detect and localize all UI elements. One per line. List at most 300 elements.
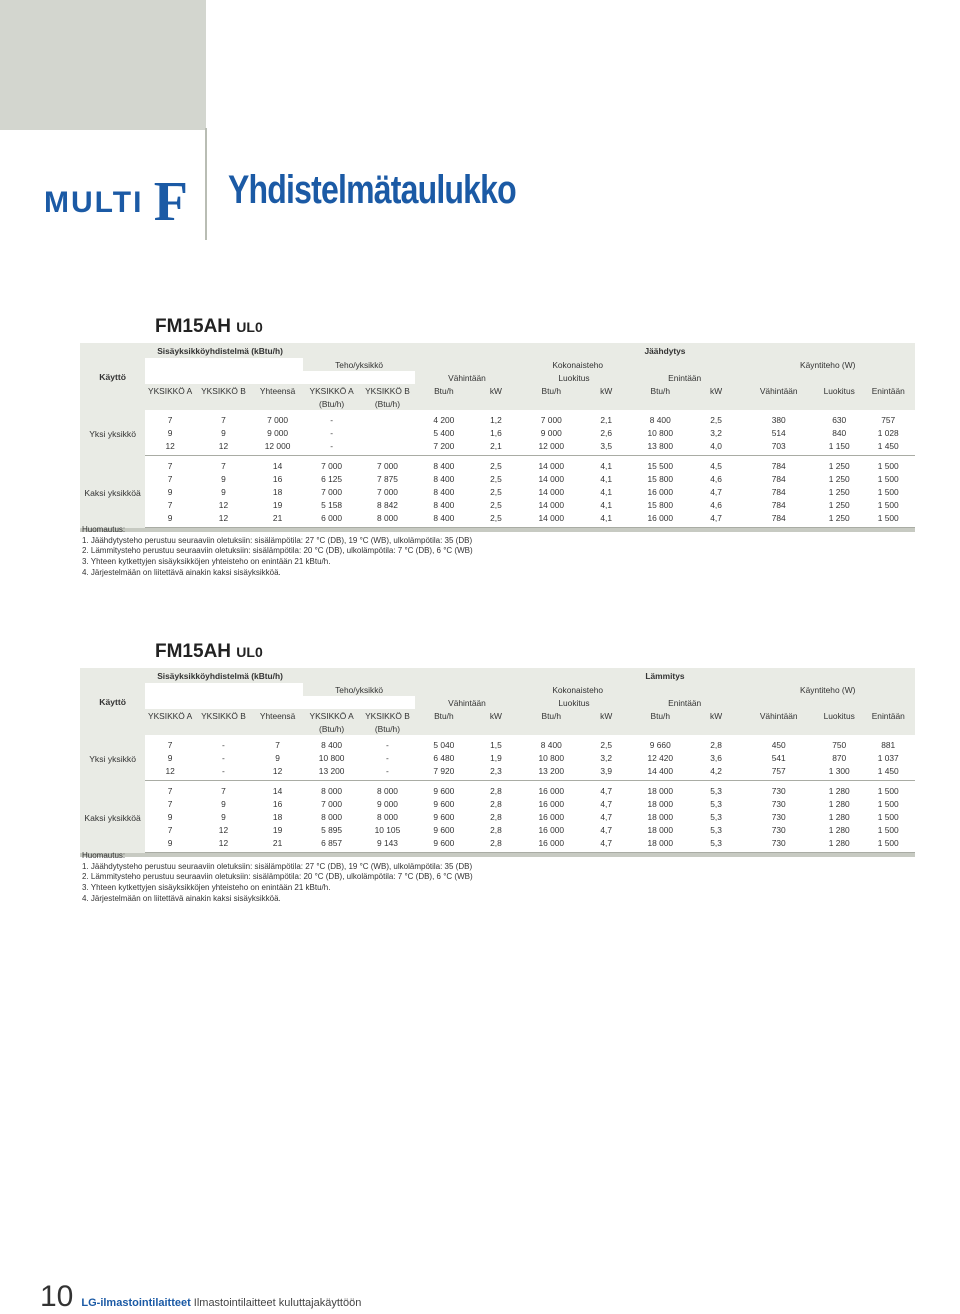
col-header: Btu/h: [415, 709, 473, 722]
col-header: kW: [584, 384, 629, 397]
cell: 7: [167, 499, 173, 510]
luok-header: Luokitus: [519, 696, 629, 709]
cell: 10 800: [318, 752, 345, 763]
kaynti-header: Käyntiteho (W): [740, 358, 915, 371]
cell: -: [330, 427, 333, 438]
cell: 1 150: [817, 439, 862, 456]
footer-brand: LG-ilmastointilaitteet: [81, 1297, 191, 1309]
col-header: Btu/h: [629, 384, 692, 397]
cell: 2,6: [600, 427, 613, 438]
cell: -: [195, 764, 252, 781]
cell: 630: [832, 414, 847, 425]
col-header: Btu/h: [519, 384, 583, 397]
cell: 5,3: [692, 836, 741, 853]
cell: 2,1: [473, 439, 519, 456]
cell: 4,7: [692, 511, 741, 528]
cell: 1 280: [828, 811, 850, 822]
cell: 9: [167, 486, 173, 497]
cell: 1 280: [817, 836, 862, 853]
cell: 12 000: [519, 439, 583, 456]
col-header: Btu/h: [629, 709, 692, 722]
col-header: Yhteensä: [252, 709, 303, 722]
cell: 9 000: [376, 798, 398, 809]
mode-header: Jäähdytys: [415, 343, 915, 358]
note-line: 4. Järjestelmään on liitettävä ainakin kaksi sisäyksikköä.: [82, 567, 281, 577]
cell: 9 600: [433, 785, 455, 796]
table-row: [80, 410, 915, 426]
cell: 1 450: [861, 439, 915, 456]
note-line: 2. Lämmitysteho perustuu seuraaviin oletuksiin: sisälämpötila: 20 °C (DB), ulkolämpötila: 7 °C (DB), 6 °C (WB): [82, 872, 473, 882]
cell: 4,1: [600, 499, 613, 510]
cell: 1 250: [828, 473, 850, 484]
cell: 4,1: [600, 473, 613, 484]
cell: 2,8: [473, 836, 519, 853]
cell: 8 000: [360, 511, 415, 528]
cell: 9: [221, 427, 226, 438]
cell: 1 280: [828, 824, 850, 835]
col-header: kW: [473, 384, 519, 397]
cell: -: [303, 439, 360, 456]
cell: 9 000: [267, 427, 289, 438]
cell: 1 500: [877, 785, 899, 796]
cell: 6 125: [321, 473, 343, 484]
cell: -: [222, 752, 225, 763]
cell: 7 000: [321, 460, 343, 471]
kaynti-header: Käyntiteho (W): [740, 683, 915, 696]
notes-heating: [82, 851, 473, 905]
col-header: Btu/h: [415, 384, 473, 397]
cell: 1 500: [877, 460, 899, 471]
cell: 5 158: [321, 499, 343, 510]
cell: 4,2: [692, 764, 741, 781]
cell: 8 400: [540, 739, 562, 750]
cell: 9: [275, 752, 280, 763]
cell: 19: [272, 499, 283, 510]
cell: 2,8: [710, 739, 722, 750]
cell: 7 200: [415, 439, 473, 456]
cell: 450: [771, 739, 786, 750]
col-header: YKSIKKÖ B: [195, 709, 252, 722]
cell: 1 500: [877, 499, 899, 510]
kokonais-header: Kokonaisteho: [415, 683, 741, 696]
cell: 8 400: [433, 473, 455, 484]
cell: 4,1: [600, 460, 613, 471]
cell: 3,2: [710, 427, 722, 438]
cell: 13 200: [519, 764, 583, 781]
cell: 7: [167, 473, 173, 484]
cell: 9: [167, 811, 173, 822]
group-label: Kaksi yksikköä: [80, 781, 145, 853]
cell: 7: [167, 460, 173, 471]
cell: 4,1: [584, 511, 629, 528]
cell: 7: [221, 460, 226, 471]
sisa-header: Sisäyksikköyhdistelmä (kBtu/h): [145, 343, 303, 358]
cell: 730: [771, 824, 786, 835]
page-number: 10: [40, 1280, 74, 1313]
header-blank: [145, 696, 415, 709]
cell: 9: [145, 836, 195, 853]
model-suffix: UL0: [236, 644, 263, 660]
cell: 840: [832, 427, 847, 438]
cell: 1 450: [861, 764, 915, 781]
note-line: 4. Järjestelmään on liitettävä ainakin kaksi sisäyksikköä.: [82, 893, 281, 903]
cell: 1 500: [877, 811, 899, 822]
col-header: kW: [692, 384, 741, 397]
cell: 9 600: [433, 824, 455, 835]
cell: 8 000: [321, 811, 343, 822]
cell: 5 040: [433, 739, 455, 750]
cell: 1 500: [877, 798, 899, 809]
cell: 8 000: [376, 811, 398, 822]
cell: 16: [272, 798, 283, 809]
cell: 14 000: [538, 473, 565, 484]
cell: 14 000: [538, 499, 565, 510]
col-header: Enintään: [861, 709, 915, 722]
cell: 730: [740, 836, 817, 853]
cell: 5,3: [710, 811, 722, 822]
cell: 1 500: [861, 836, 915, 853]
model-suffix: UL0: [236, 319, 263, 335]
note-line: 1. Jäähdytysteho perustuu seuraaviin oletuksiin: sisälämpötila: 27 °C (DB), 19 °C (WB), ulkolämpötila: 35 (DB): [82, 861, 473, 871]
vah-header: Vähintään: [415, 696, 519, 709]
empty-cell: [360, 426, 415, 439]
cell: 16 000: [647, 486, 674, 497]
table-row: [80, 456, 915, 473]
cell: 9: [221, 811, 226, 822]
cell: 12: [145, 439, 195, 456]
cell: 7 000: [267, 414, 289, 425]
cell: 1 250: [817, 511, 862, 528]
cell: 1 280: [828, 785, 850, 796]
cell: 21: [252, 836, 303, 853]
cell: 1 250: [828, 486, 850, 497]
btuh-unit: (Btu/h): [303, 397, 360, 410]
group-label: Yksi yksikkö: [80, 735, 145, 781]
cell: 13 800: [629, 439, 692, 456]
cell: 7 000: [540, 414, 562, 425]
group-kaksi: [80, 456, 915, 533]
enin-header: Enintään: [629, 371, 741, 384]
cell: 730: [771, 798, 786, 809]
table-row: [80, 472, 915, 485]
brand-logo: [44, 170, 188, 234]
cell: 1,9: [490, 752, 502, 763]
table-header: [80, 668, 915, 735]
col-header: kW: [692, 709, 741, 722]
model-heading-heating: [155, 641, 263, 663]
note-line: 3. Yhteen kytkettyjen sisäyksikköjen yhteisteho on enintään 21 kBtu/h.: [82, 883, 331, 893]
cell: 1 500: [877, 473, 899, 484]
cell: 19: [272, 824, 283, 835]
cell: 21: [252, 511, 303, 528]
group-yksi: [80, 735, 915, 781]
cell: 12: [218, 824, 229, 835]
col-header: kW: [584, 709, 629, 722]
group-kaksi: [80, 781, 915, 858]
col-header: YKSIKKÖ B: [360, 384, 415, 397]
cell: 7 875: [376, 473, 398, 484]
cell: 870: [832, 752, 847, 763]
cell: 14 000: [538, 460, 565, 471]
col-header: Btu/h: [519, 709, 583, 722]
cell: 18: [272, 811, 283, 822]
empty-cell: [360, 410, 415, 426]
col-header: YKSIKKÖ A: [303, 709, 360, 722]
cell: 757: [740, 764, 817, 781]
table-row: [80, 751, 915, 764]
col-header: Vähintään: [740, 709, 817, 722]
cell: 1 500: [877, 486, 899, 497]
cell: 10 800: [647, 427, 674, 438]
table-row: [80, 764, 915, 781]
brand-multi: MULTI: [44, 186, 144, 219]
col-header: YKSIKKÖ B: [360, 709, 415, 722]
cell: 15 500: [647, 460, 674, 471]
cell: 6 857: [303, 836, 360, 853]
col-header: Enintään: [861, 384, 915, 397]
model-name: FM15AH: [155, 316, 232, 337]
cell: 18 000: [647, 798, 674, 809]
table-row: [80, 781, 915, 798]
cell: 12: [195, 511, 252, 528]
luok-header: Luokitus: [519, 371, 629, 384]
cell: 10 800: [538, 752, 565, 763]
vah-header: Vähintään: [415, 371, 519, 384]
cell: 5,3: [710, 824, 722, 835]
cell: 703: [740, 439, 817, 456]
cell: 2,5: [490, 499, 502, 510]
cell: 7: [275, 739, 280, 750]
cell: 6 480: [433, 752, 455, 763]
cell: 16 000: [538, 798, 565, 809]
cell: 784: [771, 473, 786, 484]
header-blank: [145, 371, 415, 384]
cell: 13 200: [303, 764, 360, 781]
cell: 9: [221, 798, 226, 809]
cell: 1 500: [877, 824, 899, 835]
cell: 784: [771, 460, 786, 471]
table-row: [80, 439, 915, 456]
cell: 7 000: [321, 486, 343, 497]
cell: 730: [771, 785, 786, 796]
header-cell: [145, 397, 303, 410]
cell: 7 000: [321, 798, 343, 809]
cell: 14 000: [519, 511, 583, 528]
cell: 1 250: [828, 460, 850, 471]
cell: 4,1: [600, 486, 613, 497]
table-row: [80, 797, 915, 810]
cell: 784: [771, 499, 786, 510]
cell: 12: [218, 499, 229, 510]
teho-header: Teho/yksikkö: [303, 683, 415, 696]
note-line: Huomautus:: [82, 851, 126, 860]
cell: 9: [221, 486, 226, 497]
table-row: [80, 485, 915, 498]
cell: 16 000: [538, 811, 565, 822]
cell: 18 000: [647, 785, 674, 796]
brand-f: F: [153, 171, 188, 233]
cell: 18: [272, 486, 283, 497]
cell: 7 000: [376, 460, 398, 471]
cell: 14: [272, 460, 283, 471]
note-line: 1. Jäähdytysteho perustuu seuraaviin oletuksiin: sisälämpötila: 27 °C (DB), 19 °C (WB), ulkolämpötila: 35 (DB): [82, 535, 473, 545]
col-header: Vähintään: [740, 384, 817, 397]
cell: 2,5: [473, 511, 519, 528]
cell: 1 037: [877, 752, 899, 763]
cell: 4,7: [600, 811, 613, 822]
table-row: [80, 735, 915, 751]
cell: 15 800: [647, 473, 674, 484]
cell: 9: [221, 473, 226, 484]
cell: 4,6: [710, 499, 722, 510]
cell: 3,9: [584, 764, 629, 781]
cell: 8 000: [376, 785, 398, 796]
notes-cooling: [82, 525, 473, 579]
cell: 12 000: [252, 439, 303, 456]
cell: 750: [832, 739, 847, 750]
cell: 1,5: [490, 739, 502, 750]
cell: 5,3: [710, 798, 722, 809]
cell: 730: [771, 811, 786, 822]
table-header: [80, 343, 915, 410]
cell: 4,6: [710, 473, 722, 484]
cell: 2,8: [490, 824, 502, 835]
cell: 6 000: [303, 511, 360, 528]
cell: 2,8: [490, 785, 502, 796]
cell: 7: [167, 785, 173, 796]
cell: 14 000: [538, 486, 565, 497]
header-blank: [145, 358, 303, 371]
cell: 1 028: [877, 427, 899, 438]
cell: 5 895: [321, 824, 343, 835]
cell: 3,6: [710, 752, 722, 763]
cell: 7: [167, 824, 173, 835]
cell: 2,3: [473, 764, 519, 781]
header-cell: [415, 722, 915, 735]
header-cell: [303, 343, 415, 358]
cell: 18 000: [647, 811, 674, 822]
cell: 9: [167, 752, 173, 763]
table-row: [80, 498, 915, 511]
cell: 5,3: [710, 785, 722, 796]
header-cell: [303, 668, 415, 683]
cell: 8 400: [321, 739, 343, 750]
cell: 9: [145, 511, 195, 528]
btuh-unit: (Btu/h): [360, 397, 415, 410]
cell: 4,7: [600, 824, 613, 835]
header-divider: [205, 128, 207, 240]
note-line: 3. Yhteen kytkettyjen sisäyksikköjen yhteisteho on enintään 21 kBtu/h.: [82, 557, 331, 567]
cell: 514: [771, 427, 786, 438]
kaytto-header: Käyttö: [80, 343, 145, 410]
cell: 2,5: [490, 486, 502, 497]
cell: 9 660: [649, 739, 671, 750]
btuh-unit: (Btu/h): [360, 722, 415, 735]
cell: 881: [881, 739, 896, 750]
btuh-unit: (Btu/h): [303, 722, 360, 735]
table-row: [80, 426, 915, 439]
cell: -: [386, 739, 389, 750]
cell: 8 400: [415, 511, 473, 528]
col-header: YKSIKKÖ A: [145, 709, 195, 722]
cell: 7: [167, 414, 173, 425]
col-header: kW: [473, 709, 519, 722]
cell: 18 000: [629, 836, 692, 853]
cell: 5 400: [433, 427, 455, 438]
cell: 2,5: [490, 460, 502, 471]
kaytto-header: Käyttö: [80, 668, 145, 735]
cell: 9 143: [360, 836, 415, 853]
cell: 12: [195, 439, 252, 456]
col-header: Luokitus: [817, 709, 862, 722]
cell: 12: [145, 764, 195, 781]
page-footer: [40, 1280, 361, 1314]
empty-cell: [360, 439, 415, 456]
cell: 757: [881, 414, 896, 425]
cooling-table: [80, 343, 915, 532]
cell: 9: [167, 427, 173, 438]
cell: 784: [771, 486, 786, 497]
cell: 3,5: [584, 439, 629, 456]
cell: 1,6: [490, 427, 502, 438]
cell: 2,1: [600, 414, 613, 425]
cell: 8 400: [649, 414, 671, 425]
cell: 16: [272, 473, 283, 484]
cell: 2,5: [490, 473, 502, 484]
cell: 14 400: [629, 764, 692, 781]
cell: 7: [167, 739, 173, 750]
cell: 16 000: [538, 785, 565, 796]
cell: 15 800: [647, 499, 674, 510]
group-label: Yksi yksikkö: [80, 410, 145, 456]
cell: 4,7: [600, 785, 613, 796]
cell: 7: [221, 414, 226, 425]
cell: 12 420: [647, 752, 674, 763]
teho-header: Teho/yksikkö: [303, 358, 415, 371]
note-line: Huomautus:: [82, 525, 126, 534]
cell: 8 400: [433, 486, 455, 497]
header-cell: [740, 696, 915, 709]
cell: -: [330, 414, 333, 425]
page-title: Yhdistelmätaulukko: [228, 168, 516, 212]
cell: 1,2: [490, 414, 502, 425]
header-cell: [145, 722, 303, 735]
cell: 9 600: [415, 836, 473, 853]
cell: 4 200: [433, 414, 455, 425]
header-cell: [740, 371, 915, 384]
cell: 4,7: [584, 836, 629, 853]
cell: -: [360, 764, 415, 781]
header-white-area: [206, 0, 960, 130]
cell: 7 920: [415, 764, 473, 781]
cell: 16 000: [538, 824, 565, 835]
col-header: YKSIKKÖ A: [303, 384, 360, 397]
cell: -: [222, 739, 225, 750]
header-blank: [145, 683, 303, 696]
table-row: [80, 810, 915, 823]
cell: 14: [272, 785, 283, 796]
mode-header: Lämmitys: [415, 668, 915, 683]
cell: 4,7: [600, 798, 613, 809]
cell: 1 280: [828, 798, 850, 809]
col-header: Yhteensä: [252, 384, 303, 397]
cell: 7: [221, 785, 226, 796]
group-yksi: [80, 410, 915, 456]
cell: 2,8: [490, 811, 502, 822]
footer-subtitle: Ilmastointilaitteet kuluttajakäyttöön: [193, 1297, 362, 1309]
cell: 8 000: [321, 785, 343, 796]
col-header: YKSIKKÖ A: [145, 384, 195, 397]
